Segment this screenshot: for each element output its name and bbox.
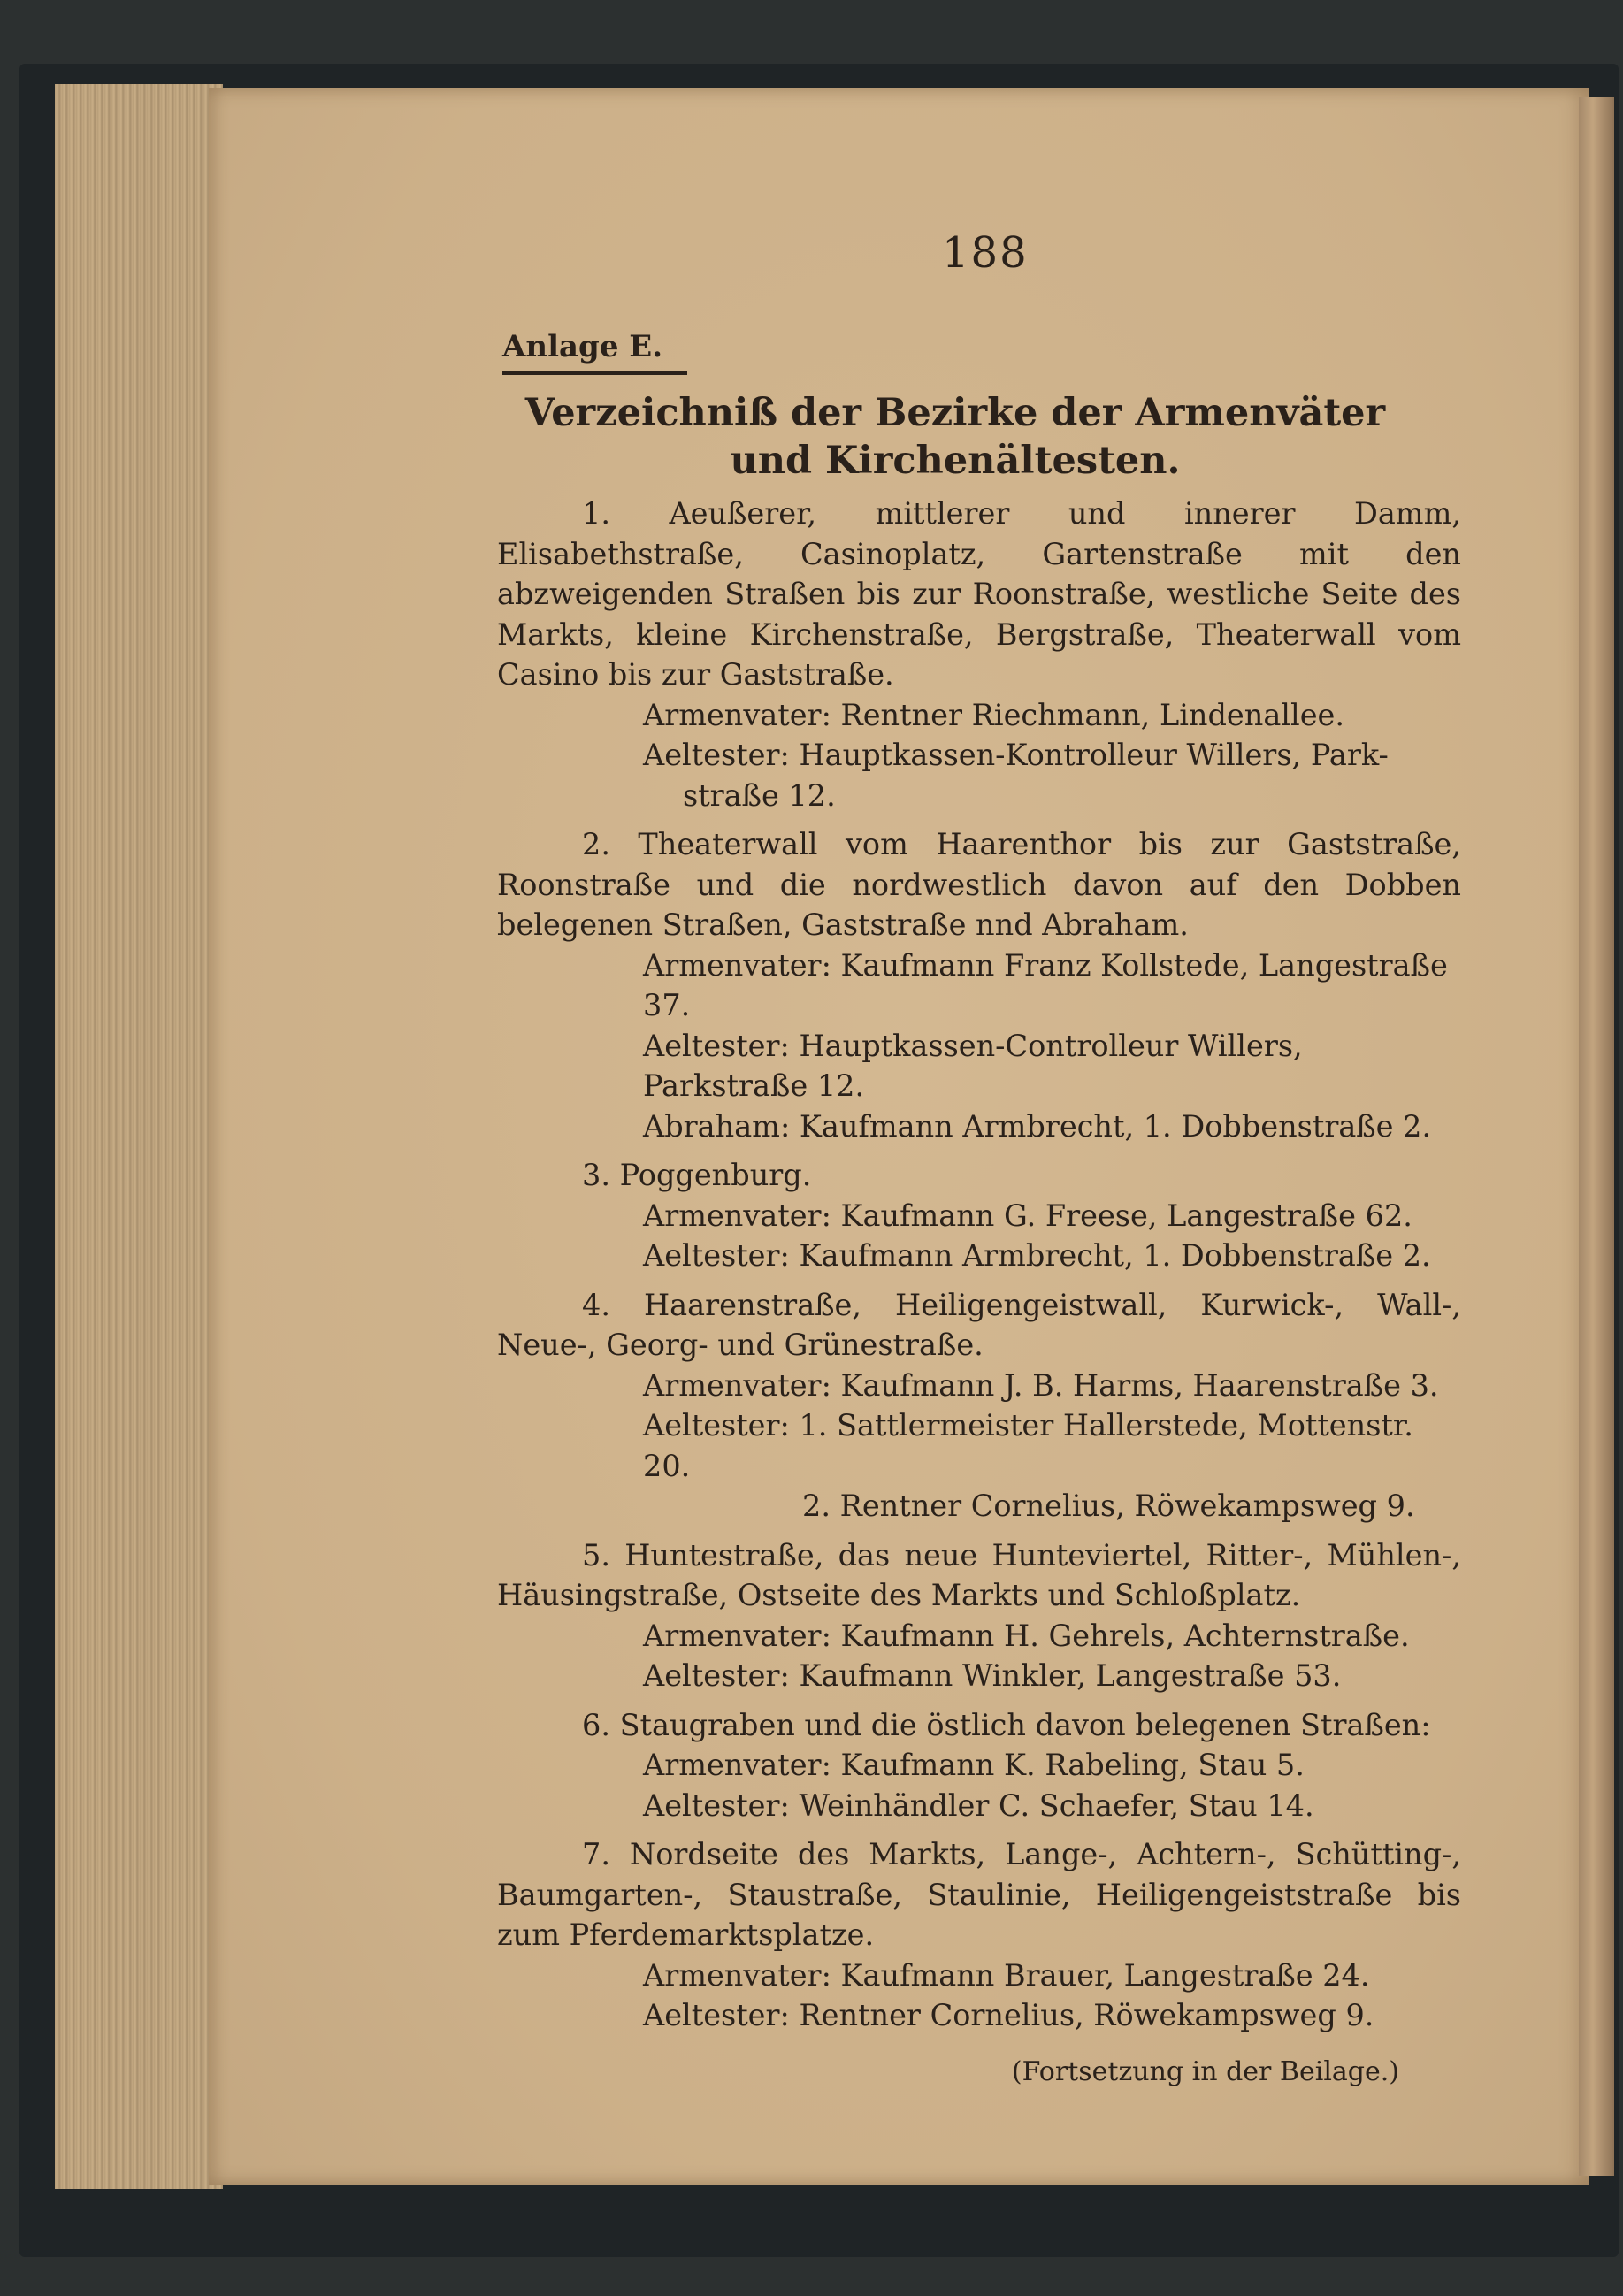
district-7 — [497, 1834, 1461, 2036]
aeltester-line: Aeltester: Hauptkassen-Kontrolleur Willers, Park- — [643, 738, 1389, 772]
district-2 — [497, 824, 1461, 1146]
next-page-gutter — [1579, 97, 1614, 2176]
district-list — [497, 494, 1461, 2092]
district-3 — [497, 1155, 1461, 1276]
armenvater-line: Armenvater: Kaufmann Franz Kollstede, Langestraße 37. — [643, 947, 1448, 1022]
page-stack-edges — [55, 84, 223, 2189]
district-6 — [497, 1705, 1461, 1826]
armenvater-line: Armenvater: Kaufmann H. Gehrels, Achternstraße. — [643, 1618, 1410, 1653]
aeltester-line: Aeltester: Kaufmann Winkler, Langestraße 53. — [643, 1658, 1342, 1693]
aeltester-line-second: 2. Rentner Cornelius, Röwekampsweg 9. — [802, 1489, 1415, 1523]
district-description: 4. Haarenstraße, Heiligengeistwall, Kurwick-, Wall-, Neue-, Georg- und Grünestraße. — [497, 1287, 1461, 1362]
armenvater-line: Armenvater: Kaufmann K. Rabeling, Stau 5. — [643, 1748, 1305, 1782]
aeltester-line: Aeltester: Weinhändler C. Schaefer, Stau 14. — [643, 1787, 1314, 1823]
armenvater-line: Armenvater: Kaufmann G. Freese, Langestraße 62. — [643, 1198, 1412, 1233]
armenvater-line: Armenvater: Rentner Riechmann, Lindenallee. — [643, 697, 1345, 732]
district-description: 3. Poggenburg. — [582, 1158, 812, 1192]
aeltester-line: Aeltester: Hauptkassen-Controlleur Willers, Parkstraße 12. — [643, 1028, 1303, 1103]
district-description: 1. Aeußerer, mittlerer und innerer Damm, Elisabethstraße, Casinoplatz, Gartenstraße mit den abzweigenden Straßen bis zur Roonstraße, westliche Seite des Markts, kleine Kirchenstraße, Bergstraße, Theaterwall vom Casino bis zur Gaststraße. — [497, 496, 1461, 692]
district-description: 5. Huntestraße, das neue Hunteviertel, Ritter-, Mühlen-, Häusingstraße, Ostseite des Markts und Schloßplatz. — [497, 1537, 1461, 1612]
aeltester-line: Aeltester: Rentner Cornelius, Röwekampsweg 9. — [643, 1998, 1374, 2032]
page-number: 188 — [942, 228, 1029, 278]
armenvater-line: Armenvater: Kaufmann J. B. Harms, Haarenstraße 3. — [643, 1367, 1439, 1403]
armenvater-line: Armenvater: Kaufmann Brauer, Langestraße 24. — [643, 1957, 1370, 1993]
district-description: 7. Nordseite des Markts, Lange-, Achtern-, Schütting-, Baumgarten-, Staustraße, Staulinie, Heiligengeiststraße bis zum Pferdemarktsplatze. — [497, 1837, 1461, 1952]
aeltester-line: Aeltester: 1. Sattlermeister Hallerstede, Mottenstr. 20. — [643, 1408, 1413, 1483]
aeltester-line: Aeltester: Kaufmann Armbrecht, 1. Dobbenstraße 2. — [643, 1238, 1431, 1273]
district-description: 2. Theaterwall vom Haarenthor bis zur Gaststraße, Roonstraße und die nordwestlich davon auf den Dobben belegenen Straßen, Gaststraße nnd Abraham. — [497, 827, 1461, 942]
page-heading: Verzeichniß der Bezirke der Armenväter und Kirchenältesten. — [524, 391, 1386, 483]
district-4 — [497, 1285, 1461, 1527]
aeltester-line-continued: straße 12. — [683, 777, 836, 813]
appendix-label: Anlage E. — [502, 329, 687, 375]
abraham-line: Abraham: Kaufmann Armbrecht, 1. Dobbenstraße 2. — [643, 1108, 1432, 1144]
district-1 — [497, 494, 1461, 815]
continuation-note: (Fortsetzung in der Beilage.) — [1011, 2055, 1399, 2087]
district-description: 6. Staugraben und die östlich davon belegenen Straßen: — [582, 1707, 1431, 1742]
district-5 — [497, 1535, 1461, 1696]
